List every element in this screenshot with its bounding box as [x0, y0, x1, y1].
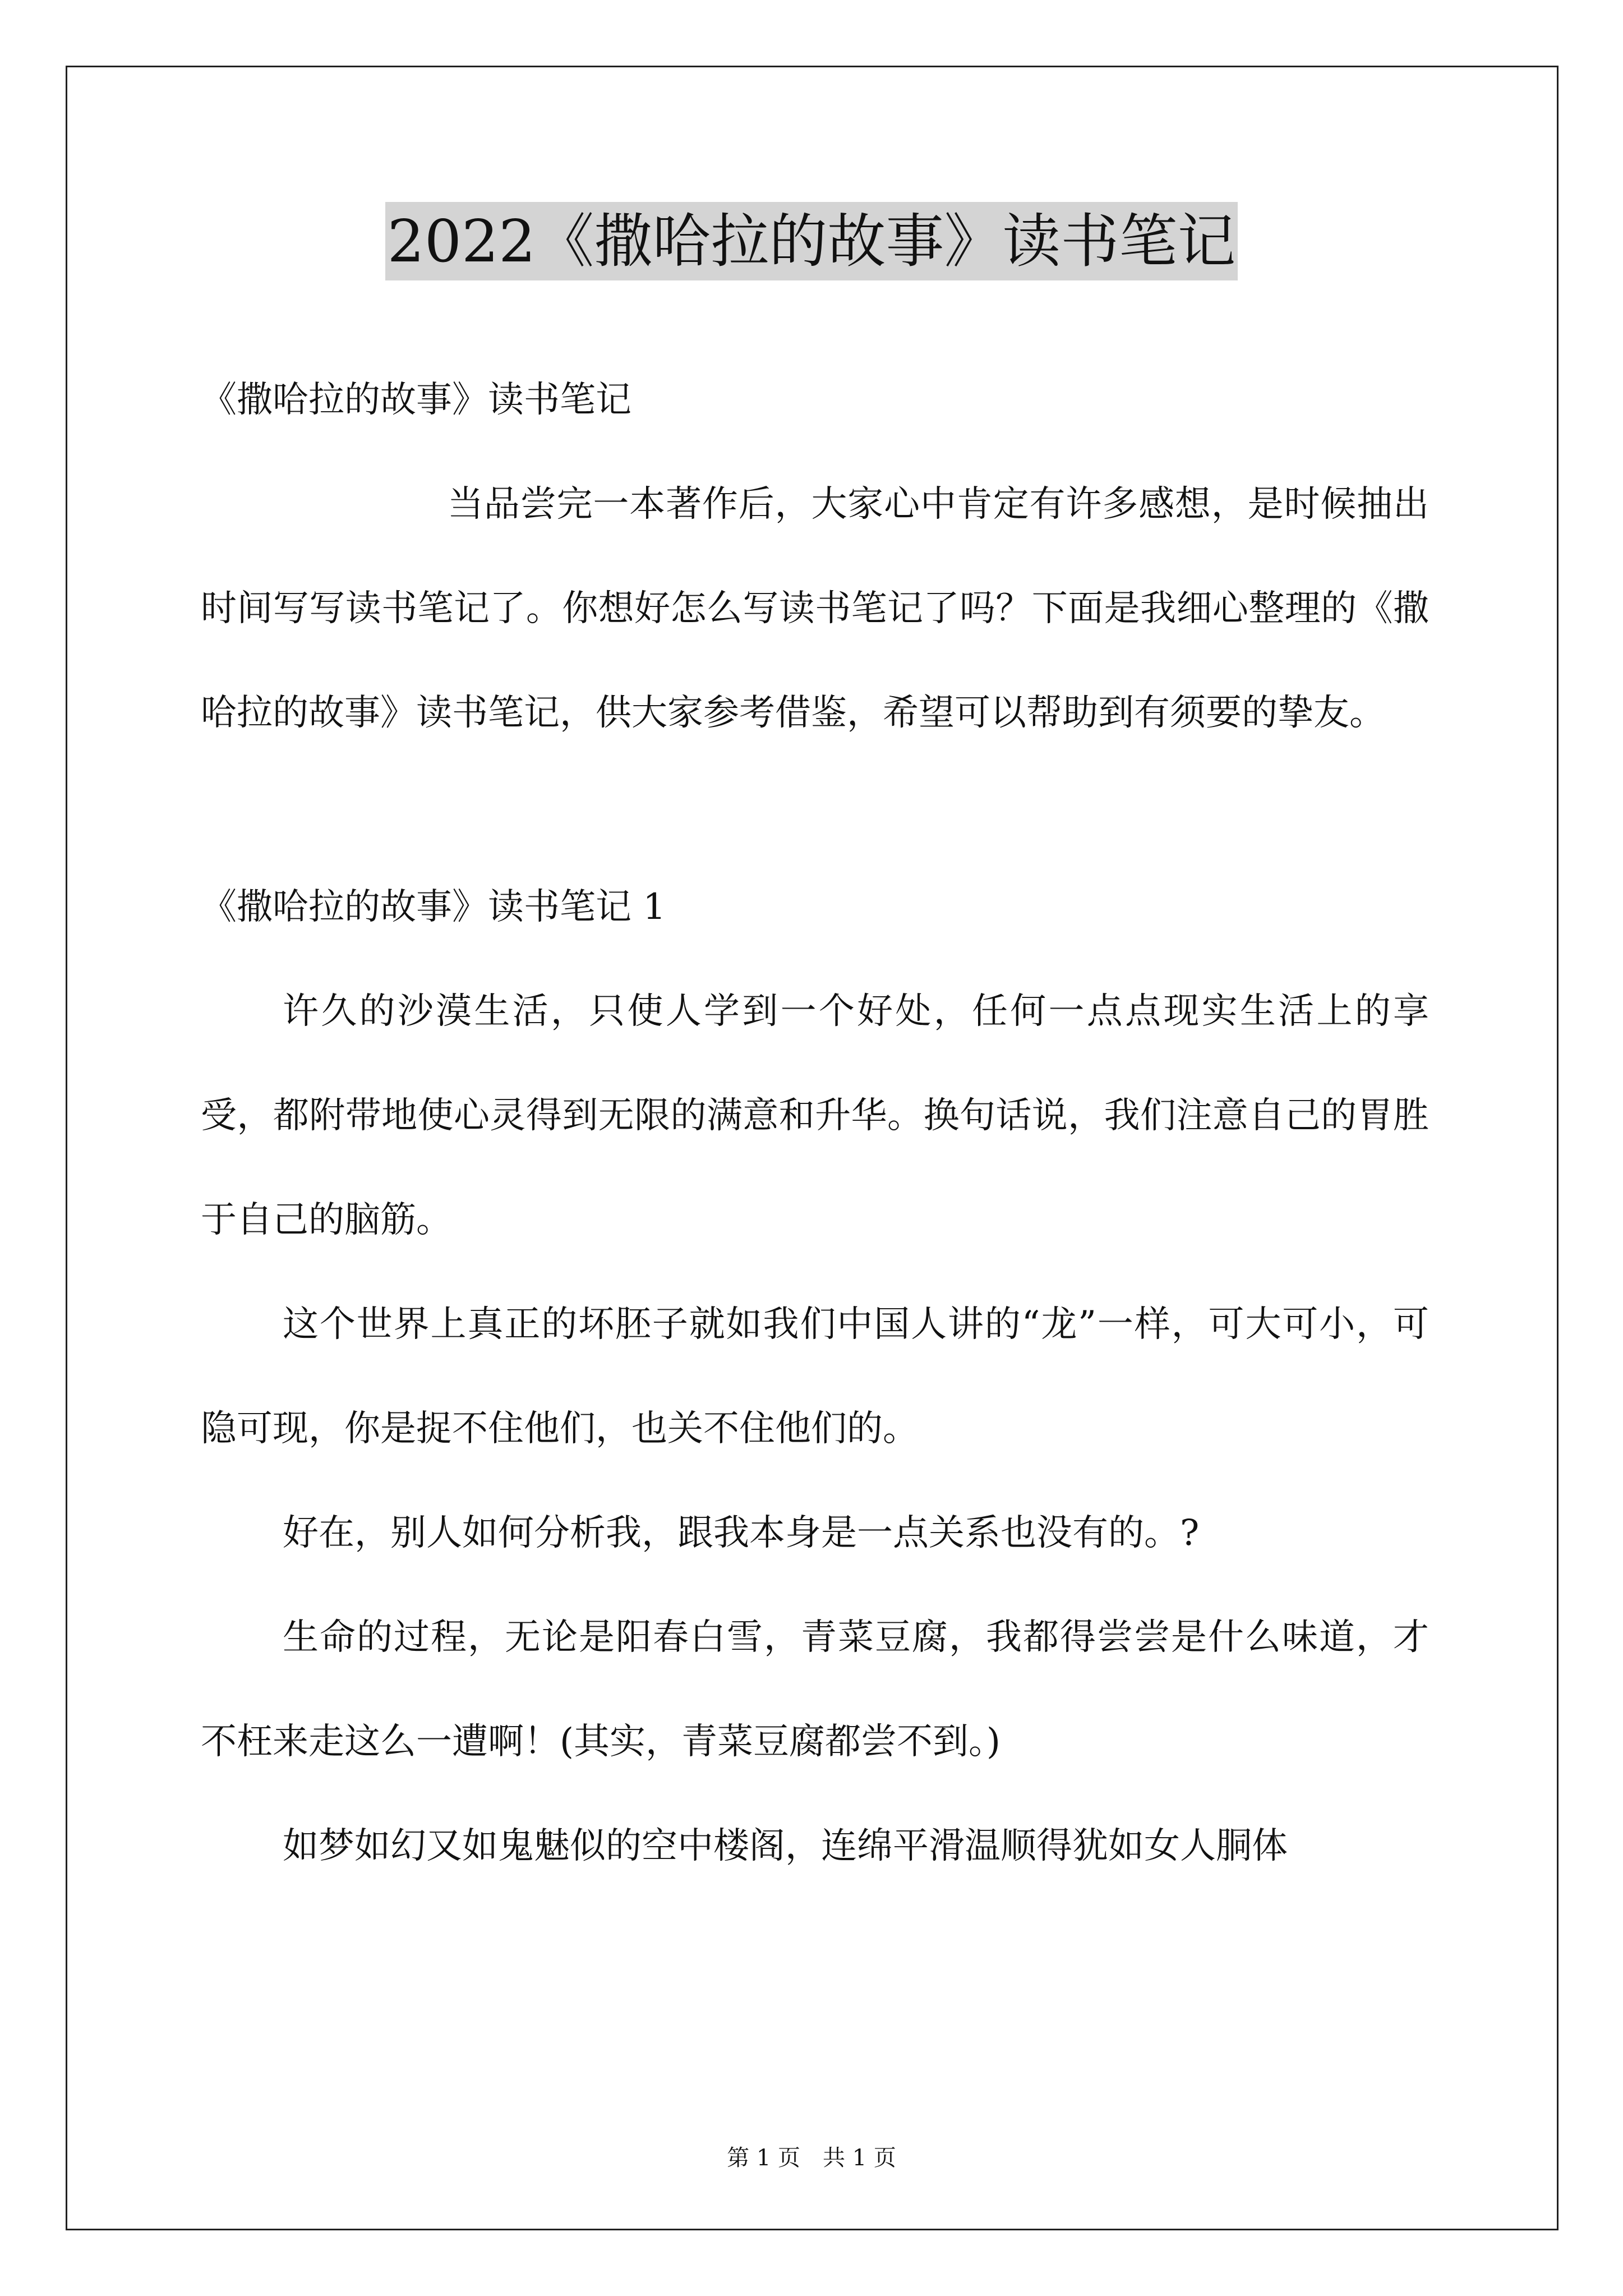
section-heading: 《撒哈拉的故事》读书笔记 1 [201, 886, 666, 928]
subtitle: 《撒哈拉的故事》读书笔记 [201, 379, 631, 421]
document-title [0, 202, 1623, 280]
page-footer [0, 2140, 1623, 2172]
document-body [201, 348, 1429, 1898]
page-total: 共 1 页 [823, 2145, 896, 2171]
body-paragraph: 这个世界上真正的坏胚子就如我们中国人讲的“龙”一样，可大可小，可隐可现，你是捉不住他们，也关不住他们的。 [201, 1304, 1429, 1450]
body-paragraph: 生命的过程，无论是阳春白雪，青菜豆腐，我都得尝尝是什么味道，才不枉来走这么一遭啊！(其实，青菜豆腐都尝不到。) [201, 1617, 1429, 1763]
body-paragraph: 好在，别人如何分析我，跟我本身是一点关系也没有的。? [283, 1512, 1200, 1554]
body-paragraph: 许久的沙漠生活，只使人学到一个好处，任何一点点现实生活上的享受，都附带地使心灵得到无限的满意和升华。换句话说，我们注意自己的胃胜于自己的脑筋。 [201, 991, 1429, 1241]
document-title-text: 2022《撒哈拉的故事》读书笔记 [385, 202, 1238, 280]
page-number: 第 1 页 [727, 2145, 800, 2171]
body-paragraph: 如梦如幻又如鬼魅似的空中楼阁，连绵平滑温顺得犹如女人胴体 [283, 1825, 1288, 1867]
intro-paragraph: 当品尝完一本著作后，大家心中肯定有许多感想，是时候抽出时间写写读书笔记了。你想好怎么写读书笔记了吗？下面是我细心整理的《撒哈拉的故事》读书笔记，供大家参考借鉴，希望可以帮助到有须要的挚友。 [201, 484, 1429, 734]
section-gap [201, 765, 1429, 855]
